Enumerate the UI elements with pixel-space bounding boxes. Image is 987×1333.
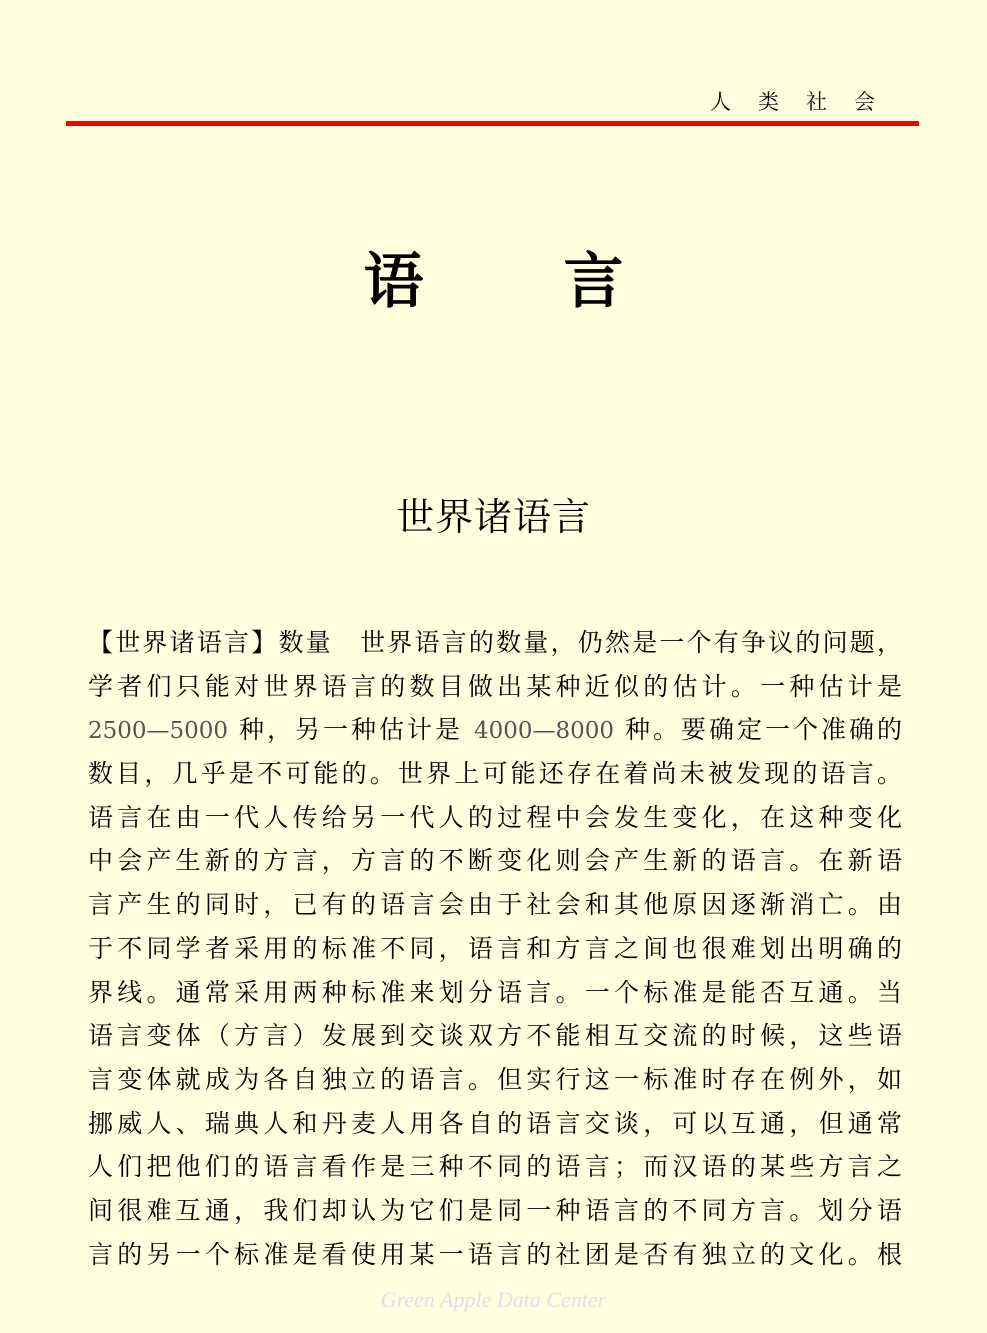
header-rule [66, 121, 919, 126]
number-range: 2500—5000 [88, 718, 229, 745]
text-line: 言产生的同时，已有的语言会由于社会和其他原因逐渐消亡。由 [88, 890, 902, 920]
text-line: 于不同学者采用的标准不同，语言和方言之间也很难划出明确的 [88, 933, 902, 963]
title-char: 语 [363, 247, 424, 317]
text-line: 挪威人、瑞典人和丹麦人用各自的语言交谈，可以互通，但通常 [88, 1108, 902, 1138]
text-line: 人们把他们的语言看作是三种不同的语言；而汉语的某些方言之 [88, 1152, 902, 1182]
text-line: 言变体就成为各自独立的语言。但实行这一标准时存在例外，如 [88, 1064, 902, 1094]
text-line: 中会产生新的方言，方言的不断变化则会产生新的语言。在新语 [88, 846, 902, 876]
section-header: 人类社会 [710, 90, 902, 114]
body-text [88, 624, 902, 1279]
text-line: 语言在由一代人传给另一代人的过程中会发生变化，在这种变化 [88, 802, 902, 832]
section-subtitle: 世界诸语言 [395, 495, 591, 539]
text-line: 界线。通常采用两种标准来划分语言。一个标准是能否互通。当 [88, 977, 902, 1007]
number-range: 4000—8000 [473, 718, 615, 745]
title-char: 言 [563, 247, 624, 317]
text-segment: 种，另一种估计是 [228, 715, 474, 745]
watermark: Green Apple Data Center [380, 1287, 607, 1312]
text-line: 言的另一个标准是看使用某一语言的社团是否有独立的文化。根 [88, 1239, 902, 1269]
text-line [88, 711, 902, 755]
text-segment: 种。要确定一个准确的 [614, 715, 902, 745]
page-title [0, 234, 987, 320]
text-line: 数目，几乎是不可能的。世界上可能还存在着尚未被发现的语言。 [88, 759, 902, 789]
text-line: 学者们只能对世界语言的数目做出某种近似的估计。一种估计是 [88, 671, 902, 701]
text-line: 语言变体（方言）发展到交谈双方不能相互交流的时候，这些语 [88, 1021, 902, 1051]
text-line: 间很难互通，我们却认为它们是同一种语言的不同方言。划分语 [88, 1195, 902, 1225]
text-line: 【世界诸语言】数量 世界语言的数量，仍然是一个有争议的问题， [88, 628, 902, 657]
